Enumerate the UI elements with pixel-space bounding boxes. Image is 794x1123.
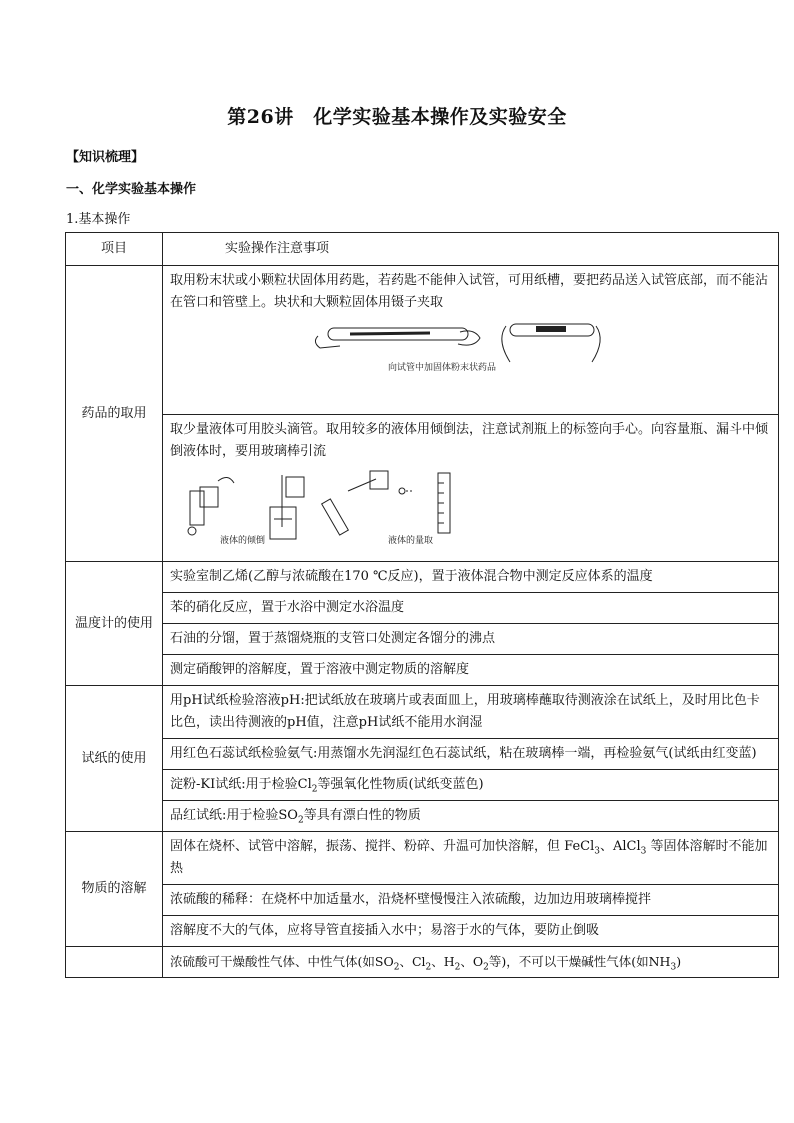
cell-text: 取用粉末状或小颗粒状固体用药匙，若药匙不能伸入试管，可用纸槽，要把药品送入试管底部，而不能沾在管口和管壁上。块状和大颗粒固体用镊子夹取 xyxy=(170,273,769,310)
cell-text: 、H xyxy=(431,954,455,969)
table-header-row xyxy=(66,233,779,266)
table-row xyxy=(66,770,779,801)
cell-text: 等)，不可以干燥碱性气体(如NH xyxy=(488,954,671,969)
cell-text: 淀粉-KI试纸:用于检验Cl xyxy=(170,777,312,792)
table-row xyxy=(66,832,779,885)
table-cell: 苯的硝化反应，置于水浴中测定水浴温度 xyxy=(163,593,779,624)
header-item: 项目 xyxy=(66,233,163,266)
table-row xyxy=(66,266,779,415)
table-row xyxy=(66,624,779,655)
section-knowledge-heading: 【知识梳理】 xyxy=(66,150,145,165)
cell-text: 等具有漂白性的物质 xyxy=(303,808,421,823)
group-label: 温度计的使用 xyxy=(66,562,163,686)
header-notes: 实验操作注意事项 xyxy=(163,233,779,266)
group-label xyxy=(66,947,163,978)
subscript: 2 xyxy=(297,815,304,826)
cell-text: 浓硫酸可干燥酸性气体、中性气体(如SO xyxy=(170,954,394,969)
cell-text: 等强氧化性物质(试纸变蓝色) xyxy=(317,777,484,792)
subscript: 2 xyxy=(454,962,461,973)
table-cell xyxy=(163,266,779,415)
figure-caption: 向试管中加固体粉末状药品 xyxy=(388,363,497,373)
table-row xyxy=(66,947,779,978)
table-cell: 测定硝酸钾的溶解度，置于溶液中测定物质的溶解度 xyxy=(163,655,779,686)
table-cell: 实验室制乙烯(乙醇与浓硫酸在170 ℃反应)，置于液体混合物中测定反应体系的温度 xyxy=(163,562,779,593)
page-title: 第26讲 化学实验基本操作及实验安全 xyxy=(227,106,567,128)
table-row xyxy=(66,801,779,832)
table-cell: 溶解度不大的气体，应将导管直接插入水中；易溶于水的气体，要防止倒吸 xyxy=(163,916,779,947)
table-cell: 用红色石蕊试纸检验氨气:用蒸馏水先润湿红色石蕊试纸，粘在玻璃棒一端，再检验氨气(试纸由红变蓝) xyxy=(163,739,779,770)
subscript: 2 xyxy=(483,962,489,973)
cell-text: 等固体溶解时不能加热 xyxy=(170,839,768,876)
table-row xyxy=(66,916,779,947)
cell-text: 固体在烧杯、试管中溶解，振荡、搅拌、粉碎、升温可加快溶解，但 FeCl xyxy=(170,839,595,854)
table-cell xyxy=(163,415,779,562)
subscript: 2 xyxy=(311,784,318,795)
table-row xyxy=(66,885,779,916)
table-cell xyxy=(163,770,779,801)
table-cell xyxy=(163,832,779,885)
operations-table xyxy=(65,232,779,978)
group-label: 药品的取用 xyxy=(66,266,163,562)
figure-caption-measuring: 液体的量取 xyxy=(388,536,434,545)
table-row xyxy=(66,686,779,739)
table-cell: 浓硫酸的稀释：在烧杯中加适量水，沿烧杯壁慢慢注入浓硫酸，边加边用玻璃棒搅拌 xyxy=(163,885,779,916)
table-row xyxy=(66,562,779,593)
table-cell xyxy=(163,947,779,978)
subscript: 3 xyxy=(594,846,600,857)
cell-text: 取少量液体可用胶头滴管。取用较多的液体用倾倒法，注意试剂瓶上的标签向手心。向容量瓶、漏斗中倾倒液体时，要用玻璃棒引流 xyxy=(170,422,769,459)
subsection-heading: 1.基本操作 xyxy=(66,212,131,227)
liquid-handling-figure xyxy=(170,463,470,545)
section-one-heading: 一、化学实验基本操作 xyxy=(66,182,197,197)
group-label: 物质的溶解 xyxy=(66,832,163,947)
solid-powder-figure xyxy=(310,314,610,376)
figure-caption-pouring: 液体的倾倒 xyxy=(220,536,266,545)
subscript: 2 xyxy=(425,962,432,973)
subscript: 3 xyxy=(640,846,647,857)
table-cell: 用pH试纸检验溶液pH:把试纸放在玻璃片或表面皿上，用玻璃棒蘸取待测液涂在试纸上，及时用比色卡比色，读出待测液的pH值，注意pH试纸不能用水润湿 xyxy=(163,686,779,739)
table-cell: 石油的分馏，置于蒸馏烧瓶的支管口处测定各馏分的沸点 xyxy=(163,624,779,655)
cell-text: 品红试纸:用于检验SO xyxy=(170,808,298,823)
cell-text: ) xyxy=(676,954,682,969)
table-row xyxy=(66,739,779,770)
cell-text: 、AlCl xyxy=(599,839,641,854)
table-row xyxy=(66,655,779,686)
subscript: 3 xyxy=(670,962,677,973)
cell-text: 、O xyxy=(460,954,484,969)
table-row xyxy=(66,593,779,624)
subscript: 2 xyxy=(393,962,400,973)
table-row xyxy=(66,415,779,562)
group-label: 试纸的使用 xyxy=(66,686,163,832)
table-cell xyxy=(163,801,779,832)
cell-text: 、Cl xyxy=(399,954,426,969)
